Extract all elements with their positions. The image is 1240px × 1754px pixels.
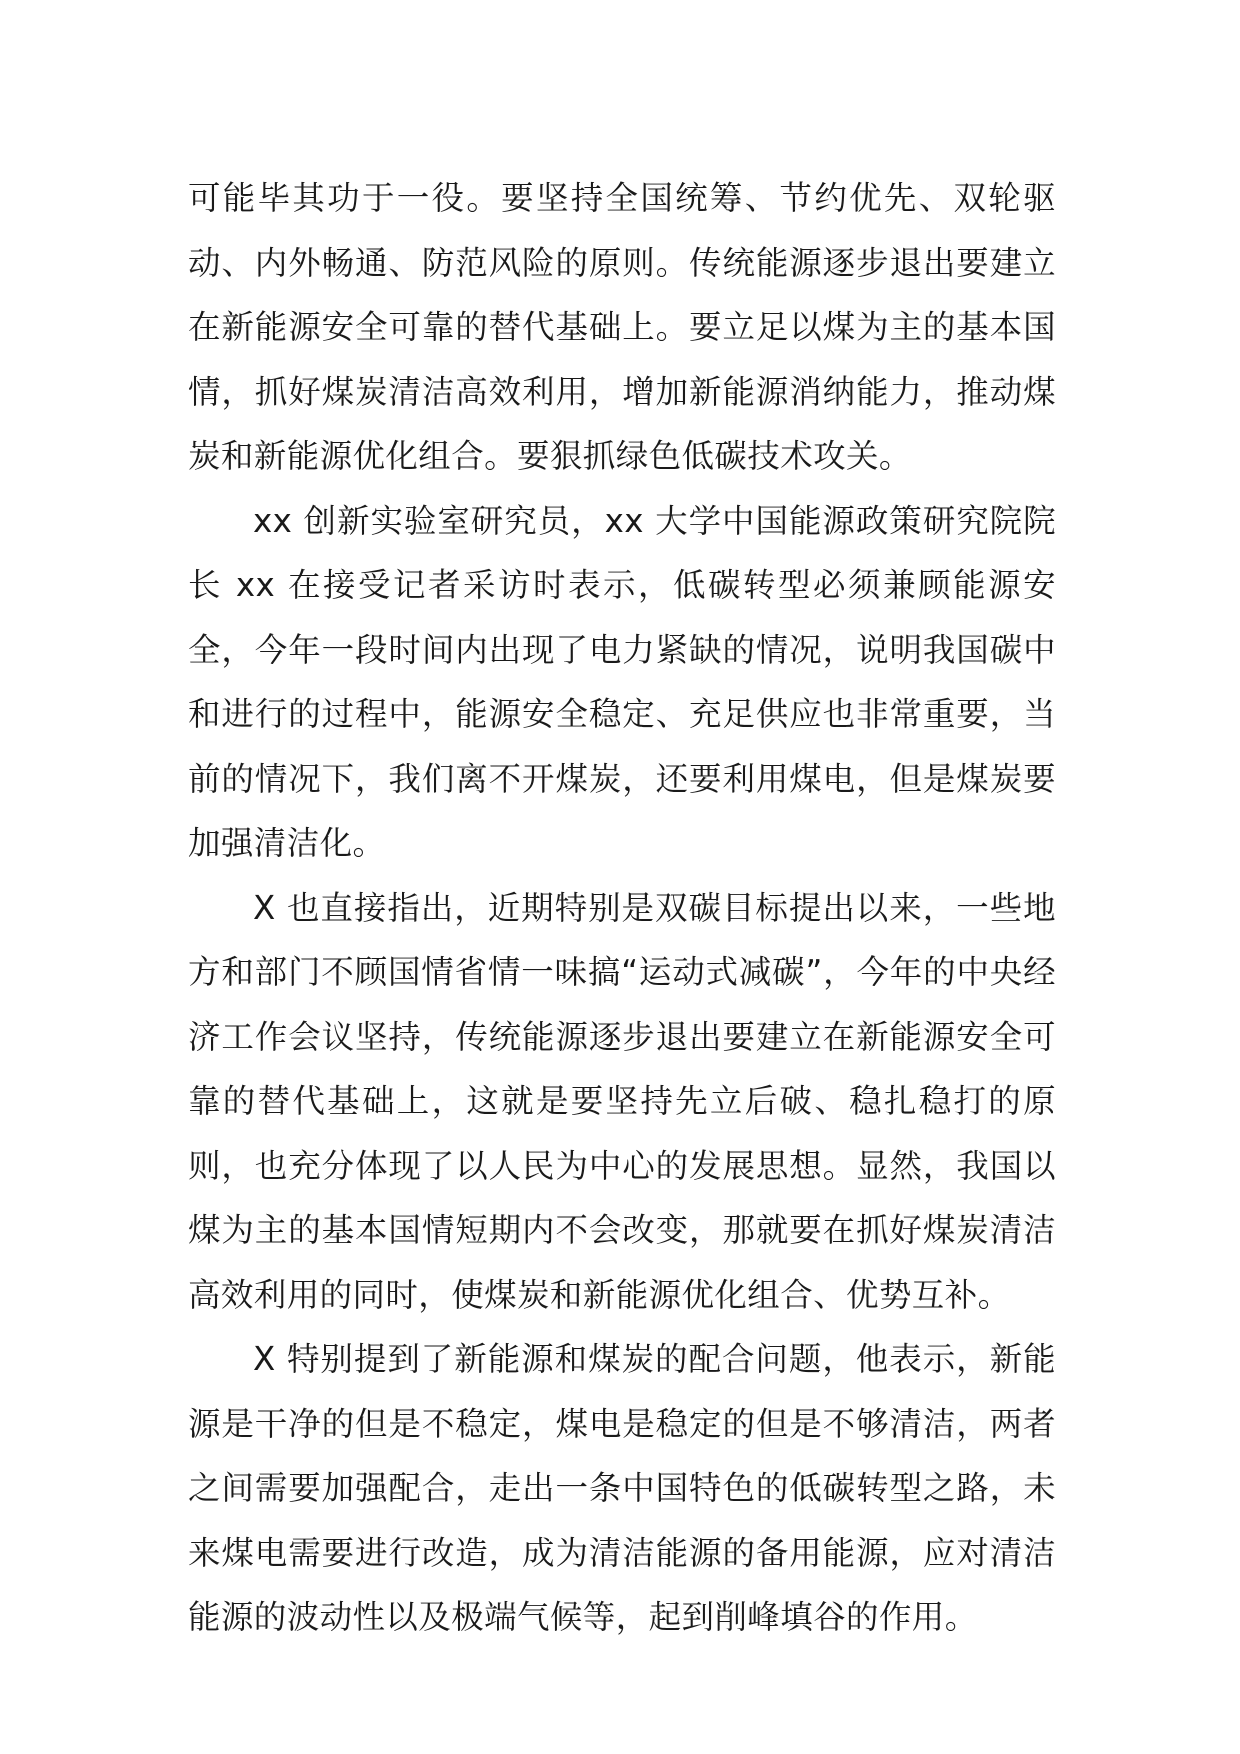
paragraph-continuation: 可能毕其功于一役。要坚持全国统筹、节约优先、双轮驱动、内外畅通、防范风险的原则。传统能源逐步退出要建立在新能源安全可靠的替代基础上。要立足以煤为主的基本国情，抓好煤炭清洁高效利用，增加新能源消纳能力，推动煤炭和新能源优化组合。要狠抓绿色低碳技术攻关。 bbox=[188, 179, 1056, 475]
paragraph-direct-point: X 也直接指出，近期特别是双碳目标提出以来，一些地方和部门不顾国情省情一味搞“运动式减碳”，今年的中央经济工作会议坚持，传统能源逐步退出要建立在新能源安全可靠的替代基础上，这就是要坚持先立后破、稳扎稳打的原则，也充分体现了以人民为中心的发展思想。显然，我国以煤为主的基本国情短期内不会改变，那就要在抓好煤炭清洁高效利用的同时，使煤炭和新能源优化组合、优势互补。 bbox=[188, 888, 1056, 1314]
paragraph-coordination: X 特别提到了新能源和煤炭的配合问题，他表示，新能源是干净的但是不稳定，煤电是稳定的但是不够清洁，两者之间需要加强配合，走出一条中国特色的低碳转型之路，未来煤电需要进行改造，成为清洁能源的备用能源，应对清洁能源的波动性以及极端气候等，起到削峰填谷的作用。 bbox=[188, 1340, 1056, 1636]
paragraph-researcher-quote: xx 创新实验室研究员，xx 大学中国能源政策研究院院长 xx 在接受记者采访时表示，低碳转型必须兼顾能源安全，今年一段时间内出现了电力紧缺的情况，说明我国碳中和进行的过程中，能源安全稳定、充足供应也非常重要，当前的情况下，我们离不开煤炭，还要利用煤电，但是煤炭要加强清洁化。 bbox=[188, 501, 1056, 862]
document-body bbox=[188, 166, 1056, 1650]
